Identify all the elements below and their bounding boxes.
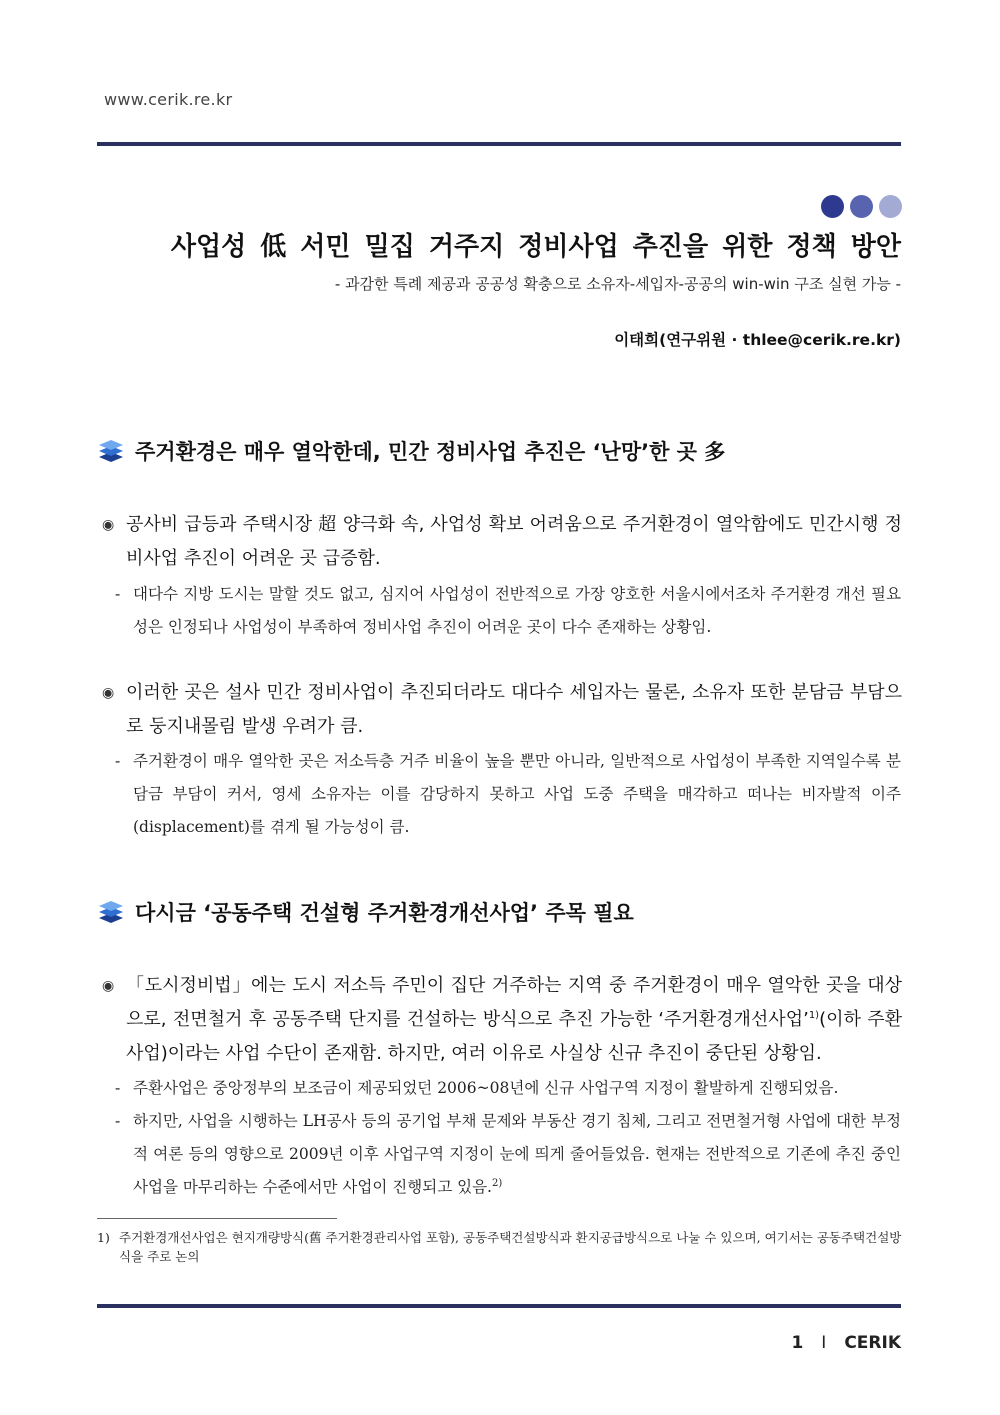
dash-mark: - (115, 585, 121, 603)
footnote-rule (97, 1218, 337, 1219)
footnote-ref: 1) (808, 1010, 820, 1021)
page-subtitle: - 과감한 특례 제공과 공공성 확충으로 소유자-세입자-공공의 win-win 구조 실현 가능 - (334, 275, 901, 293)
section-heading-text: 주거환경은 매우 열악한데, 민간 정비사업 추진은 ‘난망’한 곳 多 (135, 440, 726, 464)
sub-item-text (133, 1105, 901, 1204)
header-rule (97, 142, 901, 146)
footer-rule (97, 1304, 901, 1308)
section-heading-1 (97, 436, 725, 466)
footnote-number: 1) (97, 1230, 110, 1245)
dot-1 (821, 195, 844, 218)
section-heading-2 (97, 897, 634, 927)
author-line: 이태희(연구위원 · thlee@cerik.re.kr) (614, 331, 901, 349)
bullet-icon: ◉ (102, 685, 115, 701)
footnote-ref: 2) (491, 1177, 503, 1189)
bullet-text: 공사비 급등과 주택시장 超 양극화 속, 사업성 확보 어려움으로 주거환경이 열악함에도 민간시행 정비사업 추진이 어려운 곳 급증함. (126, 514, 902, 569)
page-footer (791, 1333, 901, 1353)
footnote (97, 1228, 902, 1266)
bullet-text (126, 969, 902, 1071)
dash-mark: - (115, 752, 121, 770)
dash-mark: - (115, 1112, 121, 1130)
sub-item-text: 주환사업은 중앙정부의 보조금이 제공되었던 2006~08년에 신규 사업구역 지정이 활발하게 진행되었음. (133, 1079, 839, 1097)
site-url: www.cerik.re.kr (104, 90, 233, 109)
sub-item-text-part: 하지만, 사업을 시행하는 LH공사 등의 공기업 부채 문제와 부동산 경기 침체, 그리고 전면철거형 사업에 대한 부정적 여론 등의 영향으로 2009년 이후 사업구역 지정이 눈에 띄게 줄어들었음. 현재는 전반적으로 기존에 추진 중인 사업을 마무리하는 수준에서만 사업이 진행되고 있음. (133, 1112, 901, 1196)
bullet-icon: ◉ (102, 978, 115, 994)
layers-icon (97, 898, 125, 926)
bullet-item (101, 508, 902, 576)
footnote-text: 주거환경개선사업은 현지개량방식(舊 주거환경관리사업 포함), 공동주택건설방식과 환지공급방식으로 나눌 수 있으며, 여기서는 공동주택건설방식을 주로 논의 (119, 1230, 902, 1264)
page-title: 사업성 低 서민 밀집 거주지 정비사업 추진을 위한 정책 방안 (170, 232, 901, 262)
bullet-text-part: (이하 주환사업)이라는 사업 수단이 존재함. 하지만, 여러 이유로 사실상 신규 추진이 중단된 상황임. (126, 1009, 902, 1064)
bullet-text: 이러한 곳은 설사 민간 정비사업이 추진되더라도 대다수 세입자는 물론, 소유자 또한 분담금 부담으로 둥지내몰림 발생 우려가 큼. (126, 682, 902, 737)
sub-item (115, 745, 901, 844)
footer-org: CERIK (844, 1333, 901, 1353)
sub-item (115, 1105, 901, 1204)
footer-separator: I (821, 1333, 827, 1353)
decorative-dots (821, 195, 902, 218)
bullet-item (101, 969, 902, 1071)
sub-item-text: 대다수 지방 도시는 말할 것도 없고, 심지어 사업성이 전반적으로 가장 양호한 서울시에서조차 주거환경 개선 필요성은 인정되나 사업성이 부족하여 정비사업 추진이 어려운 곳이 다수 존재하는 상황임. (133, 585, 901, 636)
bullet-item (101, 676, 902, 744)
layers-icon (97, 437, 125, 465)
dot-3 (879, 195, 902, 218)
sub-item (115, 578, 901, 644)
dot-2 (850, 195, 873, 218)
dash-mark: - (115, 1079, 121, 1097)
bullet-text-part: 「도시정비법」에는 도시 저소득 주민이 집단 거주하는 지역 중 주거환경이 매우 열악한 곳을 대상으로, 전면철거 후 공동주택 단지를 건설하는 방식으로 추진 가능한 ‘주거환경개선사업’ (126, 975, 902, 1030)
page-number: 1 (791, 1333, 804, 1353)
bullet-icon: ◉ (102, 517, 115, 533)
sub-item (115, 1072, 901, 1105)
sub-item-text: 주거환경이 매우 열악한 곳은 저소득층 거주 비율이 높을 뿐만 아니라, 일반적으로 사업성이 부족한 지역일수록 분담금 부담이 커서, 영세 소유자는 이를 감당하지 못하고 사업 도중 주택을 매각하고 떠나는 비자발적 이주(displacement)를 겪게 될 가능성이 큼. (133, 752, 901, 836)
section-heading-text: 다시금 ‘공동주택 건설형 주거환경개선사업’ 주목 필요 (135, 901, 634, 925)
